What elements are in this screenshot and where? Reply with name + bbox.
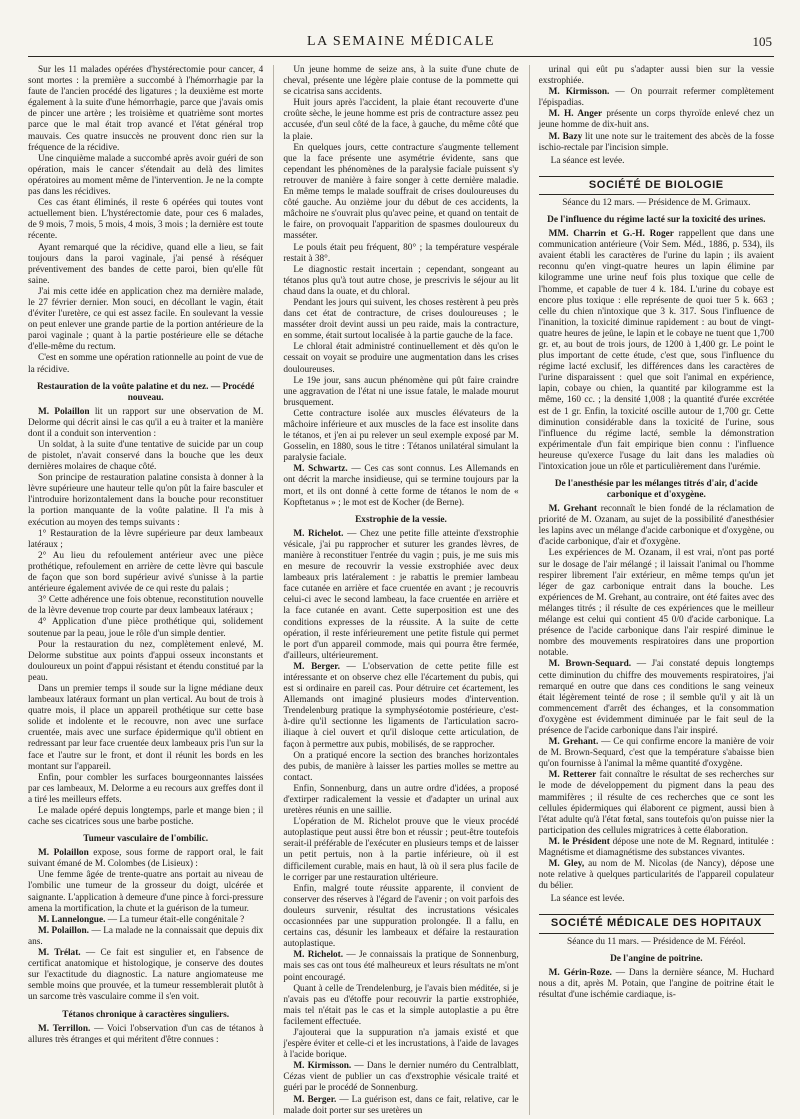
paragraph-text: — On pourrait refermer complètement l'épispadias. [538, 87, 774, 109]
session-closing: La séance est levée. [550, 155, 625, 166]
paragraph [539, 659, 774, 737]
speaker-name: M. Grehant [548, 504, 597, 515]
speaker-name: M. Terrillon. [38, 1023, 91, 1034]
section-heading: Tumeur vasculaire de l'ombilic. [83, 834, 209, 845]
speaker-name: M. Retterer [548, 770, 597, 781]
paragraph: J'ajouterai que la suppuration n'a jamais existé et que j'espère éviter et celle-ci et les incrustations, à l'aide de lavages à l'acide borique. [283, 1027, 519, 1061]
paragraph: Sur les 11 malades opérées d'hystérectomie pour cancer, 4 sont mortes : la première a succombé à l'hémorrhagie par la faute de l'ancien procédé des ligatures ; la deuxième est morte également à la suite d'une hémorrhagie, parce que j'avais omis de pincer une artère ; les troisième et quatrième sont mortes parce que le mal était trop avancé et l'état général trop mauvais. Ces quatre insuccès ne prouvent donc rien sur la fréquence de la récidive. [28, 65, 264, 153]
paragraph: Quant à celle de Trendelenburg, je l'avais bien méditée, si je n'avais pas eu d'étoffe pour recouvrir la partie exstrophiée, mais tel n'était pas le cas et la simple autoplastie a pu être facilement effectuée. [283, 983, 519, 1027]
speaker-name: M. Berger. [293, 1094, 337, 1105]
session-closing: La séance est levée. [550, 894, 625, 905]
speaker-name: M. Gley, [548, 859, 585, 870]
paragraph-text: dépose une note de M. Regnard, intitulée : Magnétisme et diamagnétisme des substances vivantes. [538, 836, 774, 858]
paragraph [283, 464, 518, 508]
speaker-name: M. Lannelongue. [38, 914, 106, 925]
paragraph: Le diagnostic restait incertain ; cependant, songeant au tétanos plus qu'à tout autre chose, je prescrivis le séjour au lit chaud dans la ouate, et du chloral. [283, 264, 519, 297]
paragraph [283, 950, 518, 983]
paragraph: Une cinquième malade a succombé après avoir guéri de son opération, mais le cancer s'étendait au delà des limites opératoires au moment même de l'intervention. Je ne la compte pas dans les récidives. [28, 153, 264, 198]
paragraph: Pour la restauration du nez, complètement enlevé, M. Delorme substitue aux points d'appui osseux inconstants et douloureux un point d'appui résistant et étendu constitué par la peau. [28, 639, 264, 683]
paragraph: Une femme âgée de trente-quatre ans portait au niveau de l'ombilic une tumeur de la grosseur du doigt, ulcérée et saignante. L'application à demeure d'une pince à forci-pressure amena la mortification, la chute et la guérison de la tumeur. [28, 870, 264, 914]
paragraph [539, 109, 774, 131]
paragraph-text: — J'ai constaté depuis longtemps cette diminution du chiffre des mouvements respiratoires, j'ai remarqué en outre que dans ces conditions le sang veineux était légèrement teinté de rose ; il semble qu'il y ait là un commencement d'arrêt des échanges, et la consommation d'oxygène est évidemment diminuée par le fait seul de la présence de l'acide carbonique dans l'air inspiré. [538, 659, 774, 736]
paragraph [28, 407, 263, 440]
paragraph [539, 229, 774, 473]
speaker-name: M. Brown-Sequard. [548, 659, 632, 670]
society-title: SOCIÉTÉ DE BIOLOGIE [539, 176, 774, 195]
paragraph: Le pouls était peu fréquent, 80° ; la température vespérale restait à 38°. [283, 242, 519, 264]
paragraph [539, 770, 774, 837]
paragraph: 3° Cette adhérence une fois obtenue, reconstitution nouvelle de la lèvre devenue trop courte par deux lambeaux latéraux ; [28, 595, 264, 617]
paragraph: J'ai mis cette idée en application chez ma dernière malade, le 27 février dernier. Mon souci, en décollant le vagin, était d'éviter l'uretère, ce qui est assez facile. En soulevant la vessie on peut enlever une grande partie de la portion antérieure de la paroi vaginale ; quant à la partie postérieure elle se détache d'elle-même du rectum. [28, 286, 264, 353]
paragraph [28, 926, 263, 948]
paragraph [283, 1061, 518, 1094]
paragraph-text: — Je connaissais la pratique de Sonnenburg, mais ses cas ont tous été malheureux et leurs résultats ne m'ont point encouragé. [283, 950, 519, 983]
paragraph: 2° Au lieu du refoulement antérieur avec une pièce prothétique, refoulement en arrière de cette lèvre qui bascule de façon que son bord supérieur avivé s'unisse à la partie antérieure également avivée de ce qui reste du palais ; [28, 550, 264, 595]
speaker-name: M. Polaillon [38, 848, 89, 859]
paragraph-text: — Ce qui confirme encore la manière de voir de M. Brown-Sequard, c'est que la température s'abaisse bien qu'on fournisse à l'animal la même quantité d'oxygène. [538, 737, 774, 770]
session-line: Séance du 11 mars. — Présidence de M. Féréol. [567, 936, 746, 947]
paragraph: urinal qui eût pu s'adapter aussi bien sur la vessie exstrophiée. [538, 65, 774, 87]
paragraph: Pendant les jours qui suivent, les choses restèrent à peu près dans cet état de contracture, de crises douloureuses ; le masséter droit devint aussi un peu raide, mais la contracture, en somme, était surtout localisée à la partie gauche de la face. [283, 297, 519, 342]
speaker-name: M. Bazy [548, 131, 583, 142]
speaker-name: M. Grehant. [548, 737, 599, 748]
paragraph [28, 948, 263, 1003]
paragraph-text: — La tumeur était-elle congénitale ? [105, 914, 245, 925]
paragraph: Enfin, pour combler les surfaces bourgeonnantes laissées par ces lambeaux, M. Delorme a eu recours aux greffes dont il a tiré les meilleurs effets. [28, 772, 264, 805]
paragraph-text: — Dans la dernière séance, M. Huchard nous a dit, après M. Potain, que l'angine de poitrine était le résultat d'une ischémie cardiaque, is- [538, 967, 774, 1000]
paragraph [539, 132, 774, 154]
paragraph-text: expose, sous forme de rapport oral, le fait suivant émané de M. Colombes (de Lisieux) : [28, 848, 264, 870]
paragraph-text: fait connaître le résultat de ses recherches sur le mode de développement du pigment dans la peau des mammifères ; il résulte de ces recherches que ce sont les cellules épidermiques qui élaborent ce pigment, aussi bien à l'état adulte qu'à l'état fœtal, sans toutefois qu'on puisse nier la participation des cellules migratrices à cette élaboration. [538, 770, 774, 836]
paragraph: Ayant remarqué que la récidive, quand elle a lieu, se fait toujours dans la paroi vaginale, j'ai pensé à réséquer préventivement des bandes de cette paroi, bien qu'elle fût saine. [28, 242, 264, 286]
paragraph: L'opération de M. Richelot prouve que le vieux procédé autoplastique peut aussi être bon et réussir ; peut-être toutefois serait-il préférable de l'exécuter en plusieurs temps et de laisser un petit pertuis, non à la partie inférieure, où il est difficilement curable, mais en haut, là où il sera plus facile de le corriger par une restauration ultérieure. [283, 817, 519, 883]
speaker-name: MM. Charrin et G.-H. Roger [548, 229, 674, 240]
paragraph [283, 1095, 518, 1115]
paragraph [283, 662, 518, 751]
speaker-name: M. Gérin-Roze. [548, 967, 612, 978]
paragraph: Un jeune homme de seize ans, à la suite d'une chute de cheval, présente une légère plaie contuse de la pommette qui se cicatrisa sans accidents. [283, 65, 519, 98]
column-1 [28, 65, 263, 1115]
text-columns [28, 65, 774, 1115]
section-heading: De l'influence du régime lacté sur la toxicité des urines. [547, 215, 766, 226]
paragraph-text: au nom de M. Nicolas (de Nancy), dépose une note relative à quelques particularités de l'appareil copulateur du bélier. [538, 859, 774, 892]
paragraph-text: reconnaît le bien fondé de la réclamation de priorité de M. Ozanam, au sujet de la possibilité d'anesthésier les lapins avec un mélange d'acide carbonique et d'oxygène, ou d'acide carbonique, d'air et d'oxygène. [538, 504, 774, 548]
paragraph [539, 837, 774, 859]
paragraph-text: lit un rapport sur une observation de M. Delorme qui décrit ainsi le cas qu'il a eu à traiter et la manière dont il a conduit son intervention : [28, 406, 264, 439]
paragraph [539, 87, 774, 109]
paragraph: Enfin, Sonnenburg, dans un autre ordre d'idées, a proposé d'extirper radicalement la vessie et d'adapter un urinal aux uretères réunis en une saillie. [283, 783, 519, 817]
session-line: Séance du 12 mars. — Présidence de M. Grimaux. [562, 197, 751, 208]
paragraph-text: — Chez une petite fille atteinte d'exstrophie vésicale, j'ai pu rapprocher et suturer les grandes lèvres, de manière à reconstituer l'entrée du vagin ; puis, je me suis mis en mesure de recouvrir la vessie exstrophiée avec deux lambeaux pris latéralement : je rabattis le premier lambeau face cutanée en arrière et face cruentée en avant ; je recouvris celui-ci avec le second lambeau, la face cruentée en arrière et la face cutanée en avant. Cette superposition est une des conditions expresses de la réussite. A la suite de cette opération, il reste inférieurement une petite fistule qui permet le port d'un appareil commode, mais qui pourra être fermée, d'ailleurs, ultérieurement. [283, 528, 519, 661]
paragraph-text: — Dans le dernier numéro du Centralblatt, Cézas vient de publier un cas d'exstrophie vésicale traité et guéri par le procédé de Sonnenburg. [283, 1061, 519, 1094]
paragraph [283, 529, 518, 662]
paragraph: Le 19e jour, sans aucun phénomène qui pût faire craindre une aggravation de l'état ni une issue fatale, le malade mourut brusquement. [283, 375, 519, 408]
paragraph [539, 968, 774, 1001]
speaker-name: M. Richelot. [293, 528, 344, 539]
paragraph: Le malade opéré depuis longtemps, parle et mange bien ; il cache ses cicatrices sous une barbe postiche. [28, 806, 264, 828]
paragraph [539, 737, 774, 770]
paragraph [539, 504, 774, 548]
paragraph [539, 859, 774, 892]
column-3 [529, 65, 774, 1115]
paragraph: Enfin, malgré toute réussite apparente, il convient de conserver des réserves à l'égard de l'avenir ; on voit parfois des douleurs survenir, résultat des incrustations vésicales occasionnées par une suppuration prolongée. Il a fallu, en certains cas, désunir les lambeaux et défaire la restauration autoplastique. [283, 883, 519, 950]
paragraph: Son principe de restauration palatine consista à donner à la lèvre supérieure une hauteur telle qu'on pût la faire basculer et l'introduire horizontalement dans la bouche pour reconstituer la portion manquante de la voûte palatine. Il l'a mis à exécution au moyen des temps suivants : [28, 473, 264, 528]
paragraph: Cette contracture isolée aux muscles élévateurs de la mâchoire inférieure et aux muscles de la face est insolite dans le tétanos, et j'en ai pu relever un seul exemple exposé par M. Gosselin, en 1880, sous le titre : Tétanos unilatéral simulant la paralysie faciale. [283, 408, 519, 464]
paragraph: 4° Application d'une pièce prothétique qui, solidement soutenue par la peau, joue le rôle d'un simple dentier. [28, 617, 264, 639]
paragraph: Dans un premier temps il soude sur la ligne médiane deux lambeaux latéraux formant un plan vertical. Au bout de trois à quatre mois, il place un appareil prothétique sur cette base solide et indolente et le recouvre, non avec une surface cruentée, mais avec une surface épidermique qu'il obtient en redressant par leur face cruentée deux lambeaux pris l'un sur la face et l'autre sur le front, et dont il réunit les bords en les montant sur l'appareil. [28, 683, 264, 772]
paragraph: En quelques jours, cette contracture s'augmente tellement que la face présente une asymétrie évidente, sans que cependant les phénomènes de la paralysie faciale puissent s'y retrouver de manière à faire songer à cette dernière maladie. En même temps le malade souffrait de crises douloureuses du côté gauche. Au onzième jour du début de ces accidents, la mâchoire ne s'ouvrait plus qu'avec peine, et quand on tentait de le faire, on provoquait l'apparition de spasmes douloureux du masséter. [283, 142, 519, 242]
paragraph: C'est en somme une opération rationnelle au point de vue de la récidive. [28, 353, 264, 375]
paragraph [28, 848, 263, 870]
speaker-name: M. Polaillon. [38, 925, 89, 936]
paragraph-text: — La malade ne la connaissait que depuis dix ans. [28, 925, 264, 947]
speaker-name: M. Kirmisson. [293, 1061, 352, 1072]
paragraph-text: — Ces cas sont connus. Les Allemands en ont décrit la marche insidieuse, qui se termine toujours par la mort, et ils ont donné à cette forme de tétanos le nom de « Kopftetanus » ; le mot est de Kocher (de Berne). [283, 464, 519, 508]
paragraph: Le chloral était administré continuellement et dès qu'on le cessait on voyait se produire une augmentation dans les crises douloureuses. [283, 342, 519, 375]
page-number: 105 [752, 34, 772, 49]
paragraph: 1° Restauration de la lèvre supérieure par deux lambeaux latéraux ; [28, 528, 264, 550]
section-heading: Tétanos chronique à caractères singuliers. [62, 1009, 230, 1020]
section-heading: Restauration de la voûte palatine et du nez. — Procédé nouveau. [37, 381, 255, 403]
speaker-name: M. Trélat. [38, 948, 81, 959]
speaker-name: M. Kirmisson. [548, 87, 610, 98]
section-heading: Exstrophie de la vessie. [355, 514, 447, 525]
speaker-name: M. Berger. [293, 661, 340, 672]
journal-title: LA SEMAINE MÉDICALE [307, 34, 495, 49]
paragraph-text: rappellent que dans une communication antérieure (Voir Sem. Méd., 1886, p. 534), ils avaient établi les caractères de l'urine du lapin ; ils avaient reconnu qu'en vingt-quatre heures un lapin élimine par kilogramme une urine neuf fois plus toxique que celle de l'homme, et capable de tuer 4 k. 184. L'urine du cobaye est encore plus toxique : elle représente de quoi tuer 5 k. 663 ; celle du chien n'intoxique que 3 k. 317. Sous l'influence de l'inanition, la toxicité diminue rapidement : au bout de vingt-quatre heures de jeûne, le lapin et le cobaye ne tuent que 1,700 gr. et, au bout de trois jours, de 1200 à 1,400 gr. Le point le plus important de cette étude, c'est que, sous l'influence du régime lacté exclusif, les différences dans les caractères de l'urine disparaissent : quel que soit l'animal en expérience, lapin, cobaye ou chien, la quantité par kilogramme est la même, 160 cc. ; la densité 1,008 ; la quantité d'urée excrétée est de 1 gr. Enfin, la toxicité oscille autour de 1,700 gr. Cette diminution considérable dans la toxicité de l'urine, sous l'influence du régime lacté, semble la démonstration expérimentale d'un fait empirique bien connu : l'influence heureuse qu'exerce l'usage du lait dans les maladies où l'intoxication joue un rôle et particulièrement dans l'urémie. [538, 229, 774, 472]
paragraph-text: — La guérison est, dans ce fait, relative, car le malade doit porter sur ses uretères un [283, 1094, 519, 1115]
section-heading: De l'anesthésie par les mélanges titrés d'air, d'acide carbonique et d'oxygène. [554, 479, 758, 501]
paragraph: On a pratiqué encore la section des branches horizontales des pubis, de manière à laisser les parties molles se mettre au contact. [283, 750, 519, 783]
paragraph-text: — Ce fait est singulier et, en l'absence de certificat anatomique et histologique, je conserve des doutes sur l'exactitude du diagnostic. La nature angiomateuse me semble moins que prouvée, et la tumeur ressemblerait plutôt à un sarcome très vasculaire comme il s'en voit. [28, 948, 264, 1003]
speaker-name: M. le Président [548, 836, 610, 847]
speaker-name: M. Richelot. [293, 950, 344, 961]
paragraph: Un soldat, à la suite d'une tentative de suicide par un coup de pistolet, n'avait conservé dans la bouche que les deux dernières molaires de chaque côté. [28, 439, 264, 473]
column-2 [273, 65, 518, 1115]
paragraph: Les expériences de M. Ozanam, il est vrai, n'ont pas porté sur le dosage de l'air mélangé ; il laissait l'animal ou l'homme respirer librement l'air extérieur, en même temps qu'un jet léger de gaz carbonique entrait dans la bouche. Les expériences de M. Grehant, au contraire, ont été faites avec des mélanges titrés ; il résulte de ces expériences que le meilleur mélange est celui qui contient 45 0/0 d'acide carbonique. La présence de l'acide carbonique dans l'air respiré diminue le nombre des mouvements respiratoires dans une proportion notable. [538, 548, 774, 659]
paragraph: Huit jours après l'accident, la plaie étant recouverte d'une croûte sèche, le jeune homme est pris de contracture assez peu accusée, d'un seul côté de la face, à gauche, du même côté que la plaie. [283, 98, 519, 142]
speaker-name: M. Schwartz. [293, 464, 348, 475]
page-header [28, 30, 774, 57]
speaker-name: M. Polaillon [38, 406, 90, 417]
paragraph [28, 915, 263, 926]
society-title: SOCIÉTÉ MÉDICALE DES HOPITAUX [539, 914, 774, 933]
paragraph-text: lit une note sur le traitement des abcès de la fosse ischio-rectale par l'incision simple. [538, 131, 774, 153]
section-heading: De l'angine de poitrine. [610, 953, 703, 964]
speaker-name: M. H. Anger [548, 109, 603, 120]
paragraph-text: — L'observation de cette petite fille est intéressante et on observe chez elle l'écartement du pubis, qui est si ordinaire en pareil cas. Pour détruire cet écartement, les Allemands ont imaginé plusieurs modes d'intervention. Trendelenburg pratique la symphyséotomie postérieure, c'est-à-dire qu'il sectionne les ligaments de l'articulation sacro-iliaque à ciel ouvert et qu'il disloque cette articulation, de façon à permettre aux pubis, mobilisés, de se rapprocher. [283, 661, 519, 750]
paragraph: Ces cas étant éliminés, il reste 6 opérées qui toutes vont actuellement bien. L'hystérectomie date, pour ces 6 malades, de 9 mois, 7 mois, 5 mois, 4 mois, 3 mois ; la dernière est toute récente. [28, 198, 264, 242]
paragraph-text: — Voici l'observation d'un cas de tétanos à allures très étranges et qui méritent d'être connues : [28, 1023, 264, 1045]
paragraph-text: présente un corps thyroïde enlevé chez un jeune homme de dix-huit ans. [538, 109, 774, 131]
paragraph [28, 1024, 263, 1046]
